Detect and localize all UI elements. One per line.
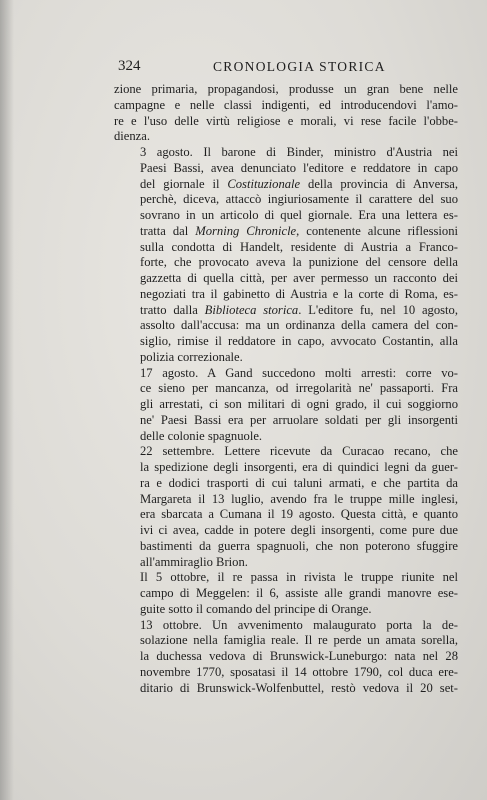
text-line: delle colonie spagnuole. bbox=[140, 428, 263, 443]
text-line: 3 agosto. Il barone di Binder, ministro d'Austria nei bbox=[140, 145, 458, 159]
text-line: la spedizione degli insorgenti, era di quindici legni da guer- bbox=[140, 460, 458, 474]
text-line: Paesi Bassi, avea denunciato l'editore e reddatore in capo bbox=[140, 160, 458, 175]
text-line: la duchessa vedova di Brunswick-Luneburgo: nata nel 28 bbox=[140, 649, 458, 663]
text-line: campo di Meggelen: il 6, assiste alle grandi manovre ese- bbox=[140, 586, 458, 600]
text-line: re e l'uso delle virtù religiose e morali, vi rese facile l'obbe- bbox=[114, 113, 458, 128]
text-line: polizia correzionale. bbox=[140, 349, 243, 364]
text-line: solazione nella famiglia reale. Il re perde un amata sorella, bbox=[140, 633, 458, 648]
text-line: Margareta il 13 luglio, avendo fra le truppe mille inglesi, bbox=[140, 491, 458, 506]
text-line: sovrano in un articolo di quel giornale. Era una lettera es- bbox=[140, 208, 458, 222]
text-line: dienza. bbox=[114, 129, 151, 144]
text-line: guite sotto il comando del principe di Orange. bbox=[140, 601, 372, 616]
text-line: bastimenti da guerra spagnuoli, che non poterono sfuggire bbox=[140, 538, 458, 553]
running-head: CRONOLOGIA STORICA bbox=[213, 59, 386, 74]
text-line: Il 5 ottobre, il re passa in rivista le truppe riunite nel bbox=[140, 570, 458, 585]
text-line: tratta dal Morning Chronicle, contenente alcune riflessioni bbox=[140, 223, 458, 238]
text-line: all'ammiraglio Brion. bbox=[140, 554, 248, 569]
italic-title: Morning Chronicle bbox=[195, 223, 297, 238]
text-line: negoziati tra il gabinetto di Austria e la corte di Roma, es- bbox=[140, 286, 458, 301]
italic-title: Biblioteca storica bbox=[204, 302, 299, 317]
body-text bbox=[114, 82, 458, 696]
text-line: gli arrestati, ci son militari di ogni grado, il cui soggiorno bbox=[140, 397, 458, 411]
text-line: 13 ottobre. Un avvenimento malaugurato porta la de- bbox=[140, 617, 458, 632]
text-line: sulla condotta di Handelt, residente di Austria a Franco- bbox=[140, 239, 458, 254]
text-line: 17 agosto. A Gand succedono molti arresti: corre vo- bbox=[140, 365, 458, 380]
paragraph-17-agosto bbox=[114, 366, 458, 445]
text-line: perchè, diceva, attaccò ingiuriosamente il carattere del suo bbox=[140, 192, 458, 207]
text-line: gazzetta di quella città, per aver permesso un racconto dei bbox=[140, 271, 458, 285]
page-number: 324 bbox=[118, 58, 141, 74]
paragraph-continuation bbox=[114, 82, 458, 145]
text-line: novembre 1770, sposatasi il 14 ottobre 1790, col duca ere- bbox=[140, 664, 458, 679]
text-line: zione primaria, propagandosi, produsse un gran bene nelle bbox=[114, 82, 458, 96]
text-line: assolto dall'accusa: ma un ordinanza della camera del con- bbox=[140, 318, 458, 333]
text-line: tratto dalla Biblioteca storica. L'editore fu, nel 10 agosto, bbox=[140, 302, 458, 317]
paragraph-13-ottobre bbox=[114, 618, 458, 697]
italic-title: Costituzionale bbox=[227, 176, 301, 191]
text-line: ce sieno per mancanza, od irregolarità ne' passaporti. Fra bbox=[140, 381, 458, 396]
text-line: campagne e nelle classi indigenti, ed introducendovi l'amo- bbox=[114, 97, 458, 112]
text-line: 22 settembre. Lettere ricevute da Curacao recano, che bbox=[140, 444, 458, 459]
text-line: forte, che provocato aveva la punizione del censore della bbox=[140, 255, 458, 270]
text-line: siglio, rimise il reddatore in capo, avvocato Costantin, alla bbox=[140, 334, 458, 348]
page-header bbox=[118, 58, 454, 80]
text-line: ne' Paesi Bassi era per arruolare soldati per gli insorgenti bbox=[140, 412, 458, 427]
paragraph-3-agosto bbox=[114, 145, 458, 366]
text-line: era sbarcata a Cumana il 19 agosto. Questa città, e quanto bbox=[140, 507, 458, 522]
paragraph-5-ottobre bbox=[114, 570, 458, 617]
text-line: ditario di Brunswick-Wolfenbuttel, restò vedova il 20 set- bbox=[140, 680, 458, 695]
text-line: ivi ci avea, cadde in potere degli insorgenti, come pure due bbox=[140, 523, 458, 537]
paragraph-22-settembre bbox=[114, 444, 458, 570]
text-line: del giornale il Costituzionale della provincia di Anversa, bbox=[140, 176, 458, 191]
text-line: ra e dodici trasporti di cui taluni armati, e che partita da bbox=[140, 475, 458, 490]
